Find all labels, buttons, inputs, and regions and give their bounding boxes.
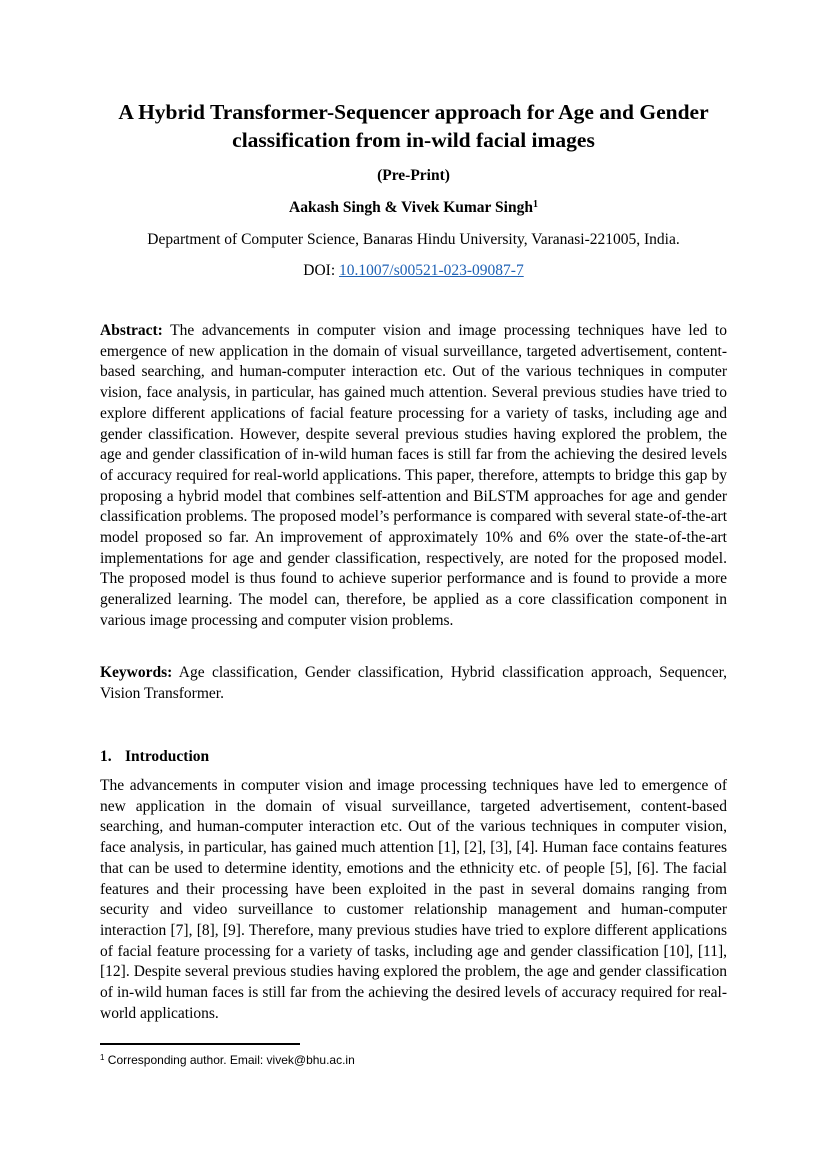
keywords-label: Keywords:: [100, 664, 173, 681]
keywords: [100, 663, 727, 704]
abstract-text: The advancements in computer vision and image processing techniques have led to emergence of new application in the domain of visual surveillance, targeted advertisement, content-based searching, and human-computer interaction etc. Out of the various techniques in computer vision, face analysis, in particular, has gained much attention. Several previous studies have tried to explore different applications of facial feature processing for a variety of tasks, including age and gender classification. However, despite several previous studies having explored the problem, the age and gender classification of in-wild human faces is still far from the achieving the desired levels of accuracy required for real-world applications. This paper, therefore, attempts to bridge this gap by proposing a hybrid model that combines self-attention and BiLSTM approaches for age and gender classification problems. The proposed model’s performance is compared with several state-of-the-art model proposed so far. An improvement of approximately 10% and 6% over the state-of-the-art implementations for age and gender classification, respectively, are noted for the proposed model. The proposed model is thus found to achieve superior performance and is found to provide a more generalized learning. The model can, therefore, be applied as a core classification component in various image processing and computer vision problems.: [100, 322, 727, 629]
preprint-label: (Pre-Print): [377, 167, 450, 184]
section-number: 1.: [100, 748, 112, 765]
doi-label: DOI:: [303, 262, 340, 279]
affiliation: Department of Computer Science, Banaras Hindu University, Varanasi-221005, India.: [147, 231, 680, 248]
footnote-marker[interactable]: 1: [532, 199, 538, 210]
doi-link[interactable]: 10.1007/s00521-023-09087-7: [339, 262, 524, 279]
section-heading-introduction: [100, 747, 209, 767]
introduction-paragraph: The advancements in computer vision and image processing techniques have led to emergence of new application in the domain of visual surveillance, targeted advertisement, content-based searching, and human-computer interaction etc. Out of the various techniques in computer vision, face analysis, in particular, has gained much attention [1], [2], [3], [4]. Human face contains features that can be used to determine identity, emotions and the ethnicity etc. of people [5], [6]. The facial features and their processing have been exploited in the past in several domains ranging from security and video surveillance to customer relationship management and human-computer interaction [7], [8], [9]. Therefore, many previous studies have tried to explore different applications of facial feature processing for a variety of tasks, including age and gender classification [10], [11], [12]. Despite several previous studies having explored the problem, the age and gender classification of in-wild human faces is still far from the achieving the desired levels of accuracy required for real-world applications.: [100, 777, 727, 1022]
author-names: Aakash Singh & Vivek Kumar Singh: [289, 199, 533, 216]
keywords-text: Age classification, Gender classification, Hybrid classification approach, Sequencer, Vision Transformer.: [100, 664, 727, 702]
authors: [100, 198, 727, 218]
abstract-label: Abstract:: [100, 322, 163, 339]
section-title: Introduction: [125, 748, 210, 765]
footnote-number: 1: [100, 1053, 105, 1062]
footnote-divider: [100, 1043, 300, 1045]
footnote-text: Corresponding author. Email: vivek@bhu.ac.in: [104, 1053, 355, 1067]
footnote: [100, 1052, 355, 1068]
paper-title: A Hybrid Transformer-Sequencer approach for Age and Gender classification from in-wild facial images: [118, 100, 709, 152]
abstract: [100, 321, 727, 632]
doi-line: [100, 261, 727, 281]
